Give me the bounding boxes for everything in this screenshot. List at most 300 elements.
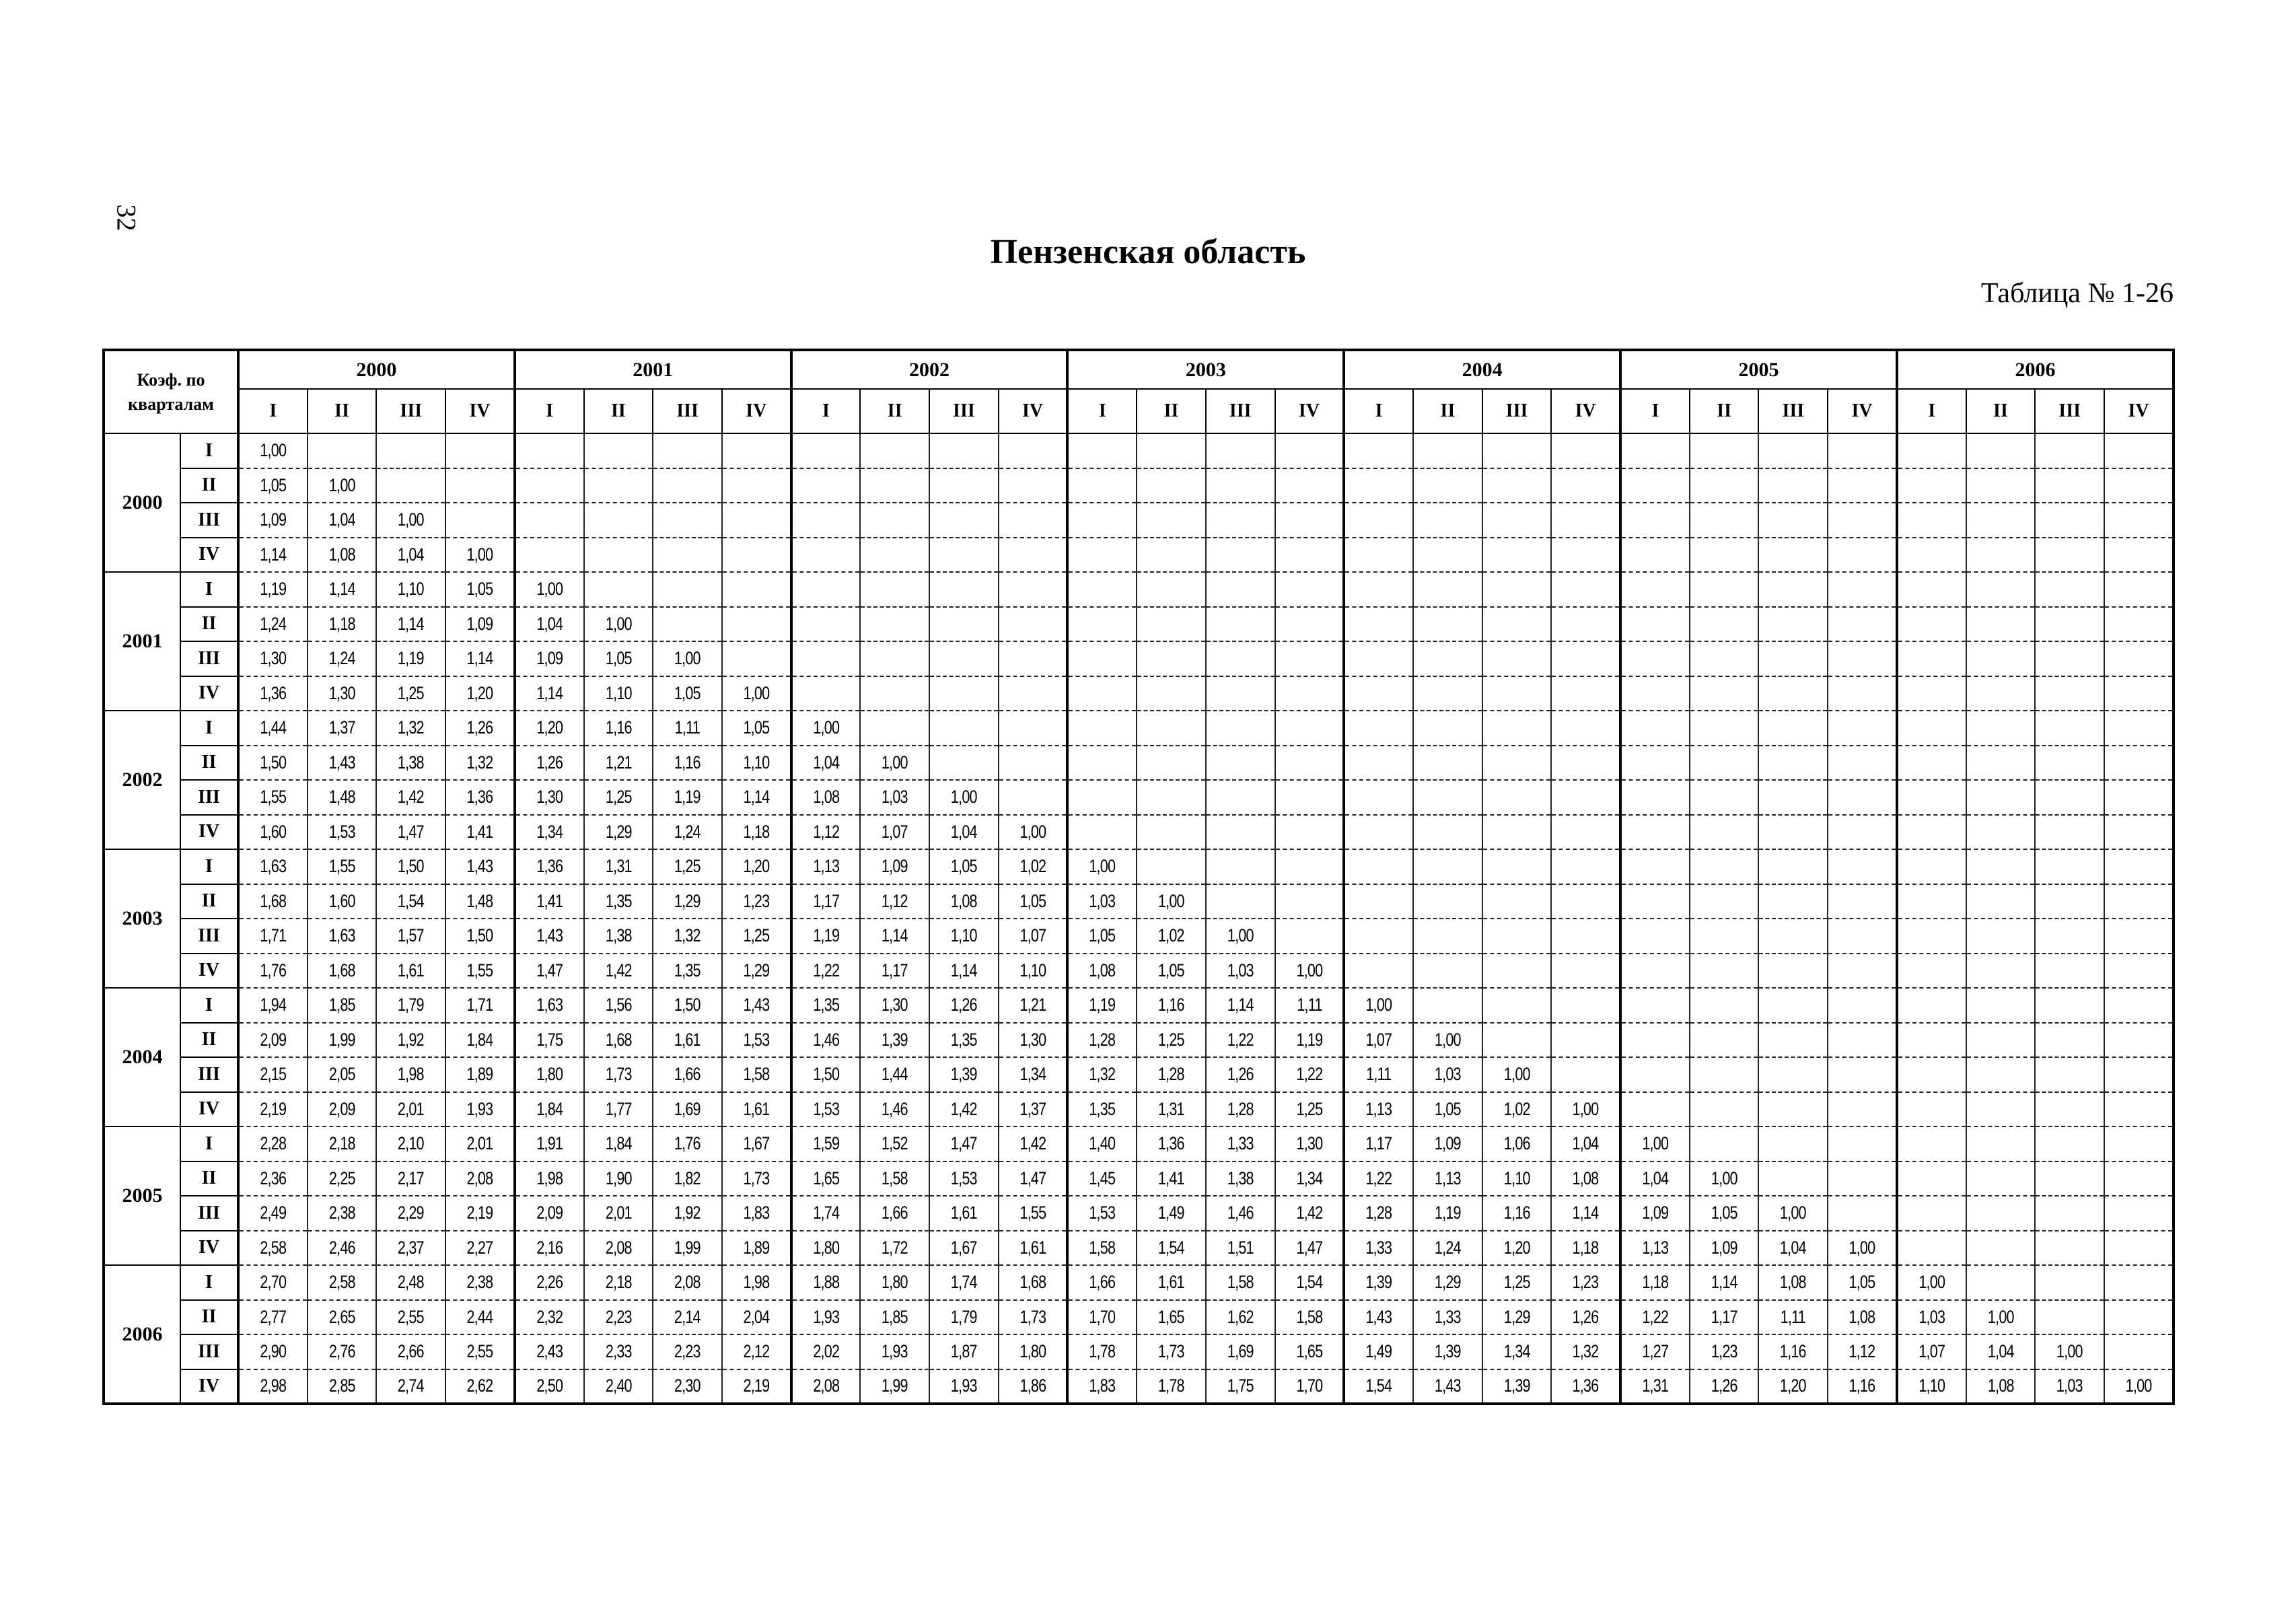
coefficient-cell [1904, 1231, 1959, 1266]
coefficient-cell [867, 676, 923, 711]
coefficient-cell: 1,25 [729, 919, 784, 954]
coefficient-cell [1696, 884, 1752, 919]
coefficient-cell: 1,17 [1696, 1300, 1752, 1335]
coefficient-cell: 1,60 [314, 884, 369, 919]
coefficient-cell: 1,63 [522, 988, 577, 1023]
coefficient-cell [1834, 780, 1890, 815]
coefficient-cell: 1,43 [1351, 1300, 1406, 1335]
coefficient-cell [1834, 641, 1890, 676]
coefficient-cell [1213, 676, 1268, 711]
coefficient-cell [1420, 919, 1475, 954]
coefficient-cell [2042, 1057, 2097, 1092]
coefficient-cell: 1,22 [1627, 1300, 1682, 1335]
coefficient-cell [1351, 641, 1406, 676]
coefficient-cell [1143, 572, 1198, 607]
coefficient-cell [1075, 780, 1130, 815]
coefficient-cell: 1,00 [591, 607, 646, 642]
coefficient-cell [1489, 676, 1544, 711]
coefficient-cell [1766, 607, 1821, 642]
coefficient-cell [1282, 468, 1337, 503]
coefficient-cell: 1,59 [798, 1126, 853, 1161]
coefficient-cell [1213, 607, 1268, 642]
coefficient-cell: 2,40 [591, 1369, 646, 1404]
coefficient-cell [1904, 538, 1959, 573]
coefficient-cell [2042, 746, 2097, 781]
coefficient-cell: 1,20 [522, 711, 577, 746]
coefficient-cell [936, 572, 991, 607]
coefficient-cell: 1,85 [867, 1300, 923, 1335]
coefficient-cell [1766, 884, 1821, 919]
coefficient-cell [1904, 1196, 1959, 1231]
coefficient-cell [1213, 468, 1268, 503]
coefficient-cell [1005, 503, 1061, 538]
coefficient-cell: 1,69 [1213, 1334, 1268, 1369]
coefficient-cell [1973, 884, 2028, 919]
coefficient-cell: 1,42 [1005, 1126, 1061, 1161]
table-row [104, 849, 2174, 884]
coefficient-cell [522, 433, 577, 468]
coefficient-cell: 2,46 [314, 1231, 369, 1266]
coefficient-cell [1143, 503, 1198, 538]
coefficient-cell: 1,39 [1420, 1334, 1475, 1369]
coefficient-cell [384, 468, 439, 503]
coefficient-cell: 1,36 [1143, 1126, 1198, 1161]
coefficient-cell [1420, 503, 1475, 538]
coefficient-cell: 1,11 [660, 711, 715, 746]
coefficient-cell [2111, 607, 2166, 642]
coefficient-cell: 1,49 [1351, 1334, 1406, 1369]
coefficient-cell: 1,00 [1973, 1300, 2028, 1335]
coefficient-cell [1489, 1023, 1544, 1058]
coefficient-cell [1005, 433, 1061, 468]
coefficient-cell: 1,20 [1489, 1231, 1544, 1266]
coefficient-cell [1627, 572, 1682, 607]
coefficient-cell: 1,08 [1558, 1161, 1614, 1196]
coefficient-cell: 1,14 [245, 538, 300, 573]
corner-header-line1: Коэф. по [137, 370, 205, 390]
coefficient-cell [1489, 572, 1544, 607]
coefficient-cell: 1,34 [522, 815, 577, 850]
coefficient-cell: 1,09 [1696, 1231, 1752, 1266]
coefficient-cell [1489, 641, 1544, 676]
coefficient-cell [1351, 849, 1406, 884]
coefficient-cell: 1,40 [1075, 1126, 1130, 1161]
column-quarter-header: I [1897, 389, 1966, 433]
coefficient-cell [1696, 468, 1752, 503]
coefficient-cell: 1,00 [1075, 849, 1130, 884]
coefficient-cell: 1,50 [798, 1057, 853, 1092]
coefficient-cell: 1,11 [1282, 988, 1337, 1023]
coefficient-cell: 1,23 [1696, 1334, 1752, 1369]
coefficient-cell: 1,58 [1282, 1300, 1337, 1335]
column-quarter-header: III [1206, 389, 1275, 433]
coefficient-cell: 1,02 [1489, 1092, 1544, 1127]
coefficient-cell: 1,48 [314, 780, 369, 815]
coefficient-cell [2042, 1300, 2097, 1335]
coefficient-cell [1075, 468, 1130, 503]
coefficient-cell: 2,12 [729, 1334, 784, 1369]
coefficient-cell [1973, 572, 2028, 607]
row-quarter-header: III [180, 1057, 238, 1092]
coefficient-cell: 2,14 [660, 1300, 715, 1335]
coefficient-cell [1904, 919, 1959, 954]
coefficient-cell [2111, 538, 2166, 573]
coefficient-cell [1351, 711, 1406, 746]
column-year-header: 2004 [1344, 350, 1620, 389]
coefficient-cell: 1,54 [1351, 1369, 1406, 1404]
coefficient-cell: 1,80 [522, 1057, 577, 1092]
coefficient-cell: 2,02 [798, 1334, 853, 1369]
coefficient-cell [2111, 1231, 2166, 1266]
coefficient-cell [1834, 815, 1890, 850]
coefficient-cell: 1,25 [1282, 1092, 1337, 1127]
coefficient-cell [1627, 849, 1682, 884]
coefficient-cell [1696, 988, 1752, 1023]
coefficient-cell [1696, 919, 1752, 954]
coefficient-cell: 1,08 [936, 884, 991, 919]
coefficient-cell [452, 468, 507, 503]
coefficient-cell: 1,50 [452, 919, 507, 954]
coefficient-cell: 1,14 [1558, 1196, 1614, 1231]
coefficient-cell [1489, 815, 1544, 850]
coefficient-cell [2111, 1057, 2166, 1092]
coefficient-cell: 1,05 [1075, 919, 1130, 954]
column-quarter-header: II [1690, 389, 1759, 433]
table-row [104, 815, 2174, 850]
coefficient-cell: 1,22 [798, 954, 853, 989]
coefficient-cell: 1,21 [1005, 988, 1061, 1023]
coefficient-cell: 1,68 [1005, 1265, 1061, 1300]
coefficient-cell [936, 468, 991, 503]
coefficient-cell [1213, 746, 1268, 781]
coefficient-cell: 1,05 [1005, 884, 1061, 919]
coefficient-cell: 1,19 [798, 919, 853, 954]
coefficient-cell [2042, 572, 2097, 607]
row-quarter-header: IV [180, 954, 238, 989]
coefficient-cell: 1,30 [522, 780, 577, 815]
coefficient-cell: 1,38 [1213, 1161, 1268, 1196]
coefficient-cell [1627, 919, 1682, 954]
row-year-header: 2002 [104, 711, 180, 849]
coefficient-cell: 1,00 [660, 641, 715, 676]
coefficient-cell [1075, 607, 1130, 642]
coefficient-cell [1696, 746, 1752, 781]
coefficient-cell [1973, 607, 2028, 642]
coefficient-cell [1558, 746, 1614, 781]
coefficient-cell [1627, 607, 1682, 642]
coefficient-cell: 1,89 [729, 1231, 784, 1266]
coefficient-cell [2042, 711, 2097, 746]
coefficient-cell [867, 468, 923, 503]
coefficient-cell [1213, 538, 1268, 573]
coefficient-cell: 1,54 [384, 884, 439, 919]
coefficient-cell [1834, 572, 1890, 607]
coefficient-cell: 1,30 [1282, 1126, 1337, 1161]
coefficient-cell [1696, 780, 1752, 815]
coefficient-cell: 1,00 [1834, 1231, 1890, 1266]
coefficient-cell: 1,66 [867, 1196, 923, 1231]
coefficient-cell [1489, 884, 1544, 919]
coefficient-cell: 1,56 [591, 988, 646, 1023]
coefficient-cell: 1,10 [729, 746, 784, 781]
coefficient-cell [660, 572, 715, 607]
column-quarter-header: IV [1828, 389, 1897, 433]
coefficient-cell: 1,78 [1143, 1369, 1198, 1404]
coefficient-cell: 1,00 [729, 676, 784, 711]
coefficient-cell: 1,00 [798, 711, 853, 746]
coefficient-cell: 1,04 [1558, 1126, 1614, 1161]
coefficient-cell [1973, 1196, 2028, 1231]
coefficient-cell [1834, 538, 1890, 573]
column-quarter-header: I [238, 389, 308, 433]
column-quarter-header: II [860, 389, 929, 433]
coefficient-cell: 2,09 [522, 1196, 577, 1231]
coefficient-cell [1696, 1126, 1752, 1161]
coefficient-cell: 1,44 [245, 711, 300, 746]
coefficient-cell [1766, 780, 1821, 815]
coefficient-cell [1834, 468, 1890, 503]
coefficient-cell: 1,35 [1075, 1092, 1130, 1127]
coefficient-cell [798, 503, 853, 538]
row-quarter-header: I [180, 572, 238, 607]
coefficient-cell: 2,16 [522, 1231, 577, 1266]
coefficient-cell [1834, 849, 1890, 884]
coefficient-cell: 1,24 [245, 607, 300, 642]
coefficient-cell [798, 676, 853, 711]
coefficient-cell: 1,04 [314, 503, 369, 538]
coefficient-cell: 1,12 [1834, 1334, 1890, 1369]
coefficient-cell [2111, 780, 2166, 815]
coefficient-cell: 1,03 [1420, 1057, 1475, 1092]
coefficient-cell: 1,75 [522, 1023, 577, 1058]
coefficient-cell: 1,46 [798, 1023, 853, 1058]
table-row [104, 919, 2174, 954]
coefficient-cell: 1,31 [1143, 1092, 1198, 1127]
table-row [104, 433, 2174, 468]
coefficient-cell: 1,09 [867, 849, 923, 884]
coefficient-cell: 1,87 [936, 1334, 991, 1369]
coefficient-cell [1005, 676, 1061, 711]
coefficient-cell [1213, 884, 1268, 919]
coefficient-cell [1904, 988, 1959, 1023]
coefficient-cell [1973, 676, 2028, 711]
column-quarter-header: I [1344, 389, 1413, 433]
coefficient-cell [1834, 919, 1890, 954]
coefficient-cell [1420, 607, 1475, 642]
table-row [104, 1231, 2174, 1266]
coefficient-cell [2042, 503, 2097, 538]
coefficient-cell [1973, 711, 2028, 746]
coefficient-cell [2111, 1092, 2166, 1127]
coefficient-cell: 1,35 [591, 884, 646, 919]
coefficient-cell [2042, 954, 2097, 989]
coefficient-cell [1766, 1126, 1821, 1161]
coefficient-cell: 1,32 [384, 711, 439, 746]
coefficient-cell: 1,57 [384, 919, 439, 954]
coefficient-cell: 1,28 [1143, 1057, 1198, 1092]
coefficient-cell: 1,00 [522, 572, 577, 607]
coefficient-cell: 1,16 [1489, 1196, 1544, 1231]
coefficient-cell: 1,67 [729, 1126, 784, 1161]
coefficient-cell [2111, 919, 2166, 954]
column-quarter-header: II [1966, 389, 2036, 433]
column-quarter-header: IV [722, 389, 791, 433]
coefficient-cell: 2,32 [522, 1300, 577, 1335]
table-row [104, 780, 2174, 815]
coefficient-cell [1627, 954, 1682, 989]
coefficient-cell [1143, 746, 1198, 781]
coefficient-cell [1558, 1057, 1614, 1092]
coefficient-cell [2042, 433, 2097, 468]
coefficient-cell [1904, 1161, 1959, 1196]
coefficient-cell [660, 468, 715, 503]
coefficient-cell: 1,10 [1489, 1161, 1544, 1196]
coefficient-cell [1558, 641, 1614, 676]
table-row [104, 641, 2174, 676]
coefficient-cell: 1,13 [1420, 1161, 1475, 1196]
coefficient-cell [936, 676, 991, 711]
coefficient-cell: 1,13 [1627, 1231, 1682, 1266]
table-row [104, 1126, 2174, 1161]
coefficient-cell [1420, 746, 1475, 781]
coefficient-cell: 2,44 [452, 1300, 507, 1335]
coefficient-cell: 1,25 [384, 676, 439, 711]
coefficient-cell: 1,53 [729, 1023, 784, 1058]
coefficient-cell [1213, 503, 1268, 538]
coefficient-cell: 1,19 [660, 780, 715, 815]
coefficient-cell: 1,34 [1282, 1161, 1337, 1196]
coefficient-cell [2111, 1196, 2166, 1231]
coefficient-cell: 2,18 [314, 1126, 369, 1161]
coefficient-cell [729, 433, 784, 468]
coefficient-cell: 1,99 [867, 1369, 923, 1404]
coefficient-cell [1558, 503, 1614, 538]
coefficient-cell [1696, 572, 1752, 607]
coefficient-cell: 1,46 [867, 1092, 923, 1127]
coefficient-cell: 2,18 [591, 1265, 646, 1300]
coefficient-cell [1627, 1057, 1682, 1092]
coefficient-cell [1627, 780, 1682, 815]
row-quarter-header: IV [180, 1231, 238, 1266]
row-quarter-header: II [180, 1300, 238, 1335]
coefficient-cell: 2,19 [729, 1369, 784, 1404]
coefficient-cell: 1,04 [798, 746, 853, 781]
coefficient-cell: 1,03 [867, 780, 923, 815]
coefficient-cell: 1,05 [591, 641, 646, 676]
coefficient-cell [1696, 1023, 1752, 1058]
coefficient-cell: 1,00 [1420, 1023, 1475, 1058]
coefficient-cell [1834, 433, 1890, 468]
coefficient-cell [1904, 607, 1959, 642]
coefficient-cell: 1,53 [314, 815, 369, 850]
table-number-label: Таблица № 1-26 [1980, 278, 2174, 309]
coefficient-cell [591, 572, 646, 607]
coefficient-cell: 1,05 [936, 849, 991, 884]
coefficient-cell: 1,00 [452, 538, 507, 573]
coefficient-cell: 1,63 [245, 849, 300, 884]
coefficient-cell [1627, 433, 1682, 468]
coefficient-cell [1143, 433, 1198, 468]
coefficient-cell [1143, 607, 1198, 642]
coefficient-cell: 1,76 [660, 1126, 715, 1161]
coefficient-cell [2111, 468, 2166, 503]
coefficient-cell: 1,14 [936, 954, 991, 989]
coefficient-cell [452, 433, 507, 468]
coefficient-cell [1075, 746, 1130, 781]
coefficient-cell [1558, 884, 1614, 919]
coefficient-cell [1696, 676, 1752, 711]
coefficient-cell: 1,35 [798, 988, 853, 1023]
coefficient-cell: 1,00 [1627, 1126, 1682, 1161]
coefficient-cell [2111, 1265, 2166, 1300]
coefficient-cell: 1,09 [1420, 1126, 1475, 1161]
coefficient-cell [591, 433, 646, 468]
coefficient-cell: 2,30 [660, 1369, 715, 1404]
coefficient-cell: 1,53 [936, 1161, 991, 1196]
coefficient-cell: 1,05 [245, 468, 300, 503]
row-quarter-header: II [180, 607, 238, 642]
coefficient-cell [1904, 676, 1959, 711]
coefficient-cell: 1,39 [1351, 1265, 1406, 1300]
coefficient-cell: 1,17 [798, 884, 853, 919]
coefficient-cell: 1,10 [1904, 1369, 1959, 1404]
coefficient-cell [1973, 954, 2028, 989]
coefficient-cell: 2,08 [660, 1265, 715, 1300]
coefficient-cell: 1,18 [1627, 1265, 1682, 1300]
coefficient-cell [1766, 1023, 1821, 1058]
row-quarter-header: II [180, 1023, 238, 1058]
coefficient-cell: 2,28 [245, 1126, 300, 1161]
column-quarter-header: II [1413, 389, 1482, 433]
coefficient-cell: 1,42 [1282, 1196, 1337, 1231]
coefficient-cell [1282, 607, 1337, 642]
corner-header-line2: кварталам [128, 394, 214, 414]
row-quarter-header: IV [180, 676, 238, 711]
row-quarter-header: I [180, 1126, 238, 1161]
coefficient-cell [1420, 780, 1475, 815]
coefficient-cell [2042, 884, 2097, 919]
coefficient-cell [1766, 746, 1821, 781]
coefficient-cell: 2,43 [522, 1334, 577, 1369]
coefficient-cell [1558, 988, 1614, 1023]
coefficient-cell [1420, 884, 1475, 919]
coefficient-cell: 1,12 [867, 884, 923, 919]
coefficient-cell [1420, 849, 1475, 884]
coefficient-cell [1973, 1126, 2028, 1161]
coefficient-cell: 2,01 [384, 1092, 439, 1127]
row-year-header: 2000 [104, 433, 180, 572]
coefficient-cell: 1,76 [245, 954, 300, 989]
coefficient-cell [1282, 538, 1337, 573]
coefficient-cell: 1,93 [452, 1092, 507, 1127]
coefficient-cell [2111, 1126, 2166, 1161]
coefficient-cell: 1,10 [936, 919, 991, 954]
coefficient-cell [1766, 1092, 1821, 1127]
coefficient-cell [1973, 433, 2028, 468]
coefficient-cell: 1,09 [245, 503, 300, 538]
coefficient-cell: 1,70 [1075, 1300, 1130, 1335]
coefficient-cell [1904, 1023, 1959, 1058]
coefficient-cell: 1,62 [1213, 1300, 1268, 1335]
coefficient-cell: 1,26 [1558, 1300, 1614, 1335]
coefficient-cell: 1,26 [1213, 1057, 1268, 1092]
coefficient-cell: 1,09 [1627, 1196, 1682, 1231]
coefficient-cell: 1,05 [1420, 1092, 1475, 1127]
coefficient-cell: 1,30 [867, 988, 923, 1023]
coefficient-cell [1143, 538, 1198, 573]
coefficient-cell: 1,61 [1143, 1265, 1198, 1300]
coefficient-cell: 1,47 [384, 815, 439, 850]
